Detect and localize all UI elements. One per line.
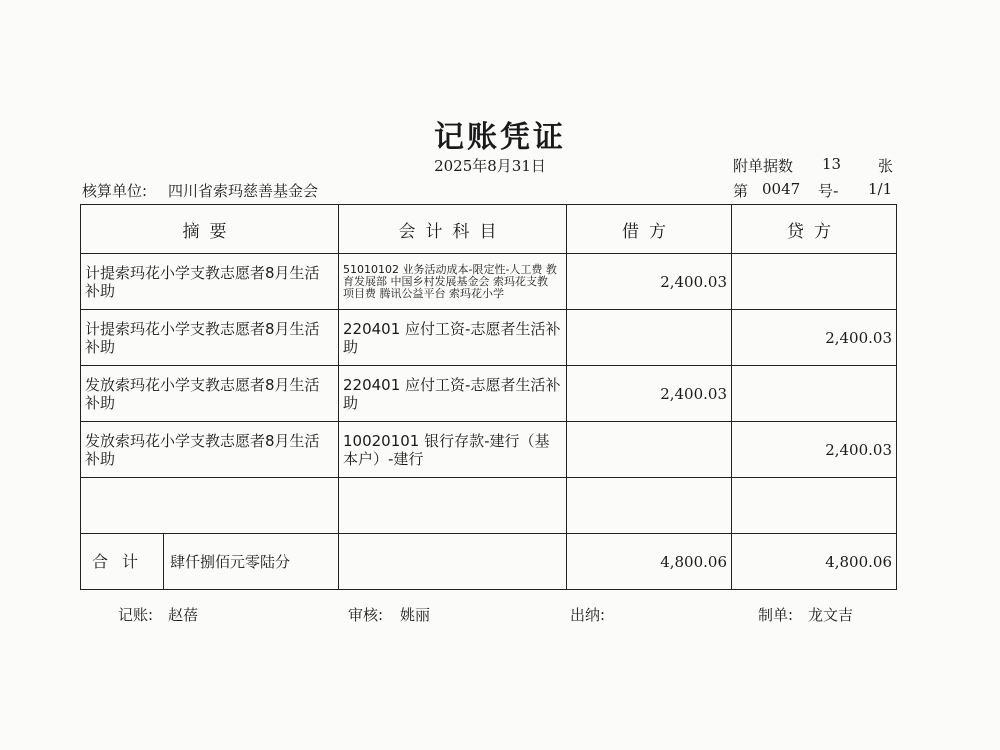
table-row (81, 310, 897, 366)
row-summary: 发放索玛花小学支教志愿者8月生活补助 (81, 366, 339, 422)
header-credit: 贷方 (732, 205, 897, 254)
row-summary: 计提索玛花小学支教志愿者8月生活补助 (81, 310, 339, 366)
table-row (81, 422, 897, 478)
row-account (339, 478, 567, 534)
attachments-count: 13 (822, 155, 842, 173)
bookkeeper-name: 赵蓓 (168, 606, 199, 624)
row-debit (567, 478, 732, 534)
maker-name: 龙文吉 (808, 606, 854, 624)
voucher-table (80, 204, 897, 590)
number-suffix: 号- (818, 182, 839, 200)
row-summary (81, 478, 339, 534)
attachments-unit: 张 (878, 157, 894, 175)
total-credit: 4,800.06 (732, 534, 897, 590)
row-account: 220401 应付工资-志愿者生活补助 (339, 366, 567, 422)
total-label: 合计 (81, 534, 164, 589)
total-amount-words: 肆仟捌佰元零陆分 (170, 553, 291, 571)
org-name: 四川省索玛慈善基金会 (168, 182, 319, 200)
voucher-title: 记账凭证 (434, 120, 566, 155)
total-debit: 4,800.06 (567, 534, 732, 590)
header-debit: 借方 (567, 205, 732, 254)
row-account: 51010102 业务活动成本-限定性-人工费 教育发展部 中国乡村发展基金会 索玛花支教 项目费 腾讯公益平台 索玛花小学 (339, 254, 567, 310)
cashier-label: 出纳: (570, 606, 606, 624)
voucher-number: 0047 (762, 180, 801, 198)
total-cell (81, 534, 339, 590)
row-debit: 2,400.03 (567, 254, 732, 310)
header-account: 会计科目 (339, 205, 567, 254)
row-summary: 计提索玛花小学支教志愿者8月生活补助 (81, 254, 339, 310)
attachments-label: 附单据数 (733, 157, 794, 175)
row-debit (567, 422, 732, 478)
org-label: 核算单位: (82, 182, 148, 200)
total-account-blank (339, 534, 567, 590)
number-prefix: 第 (733, 182, 749, 200)
row-credit (732, 478, 897, 534)
row-summary: 发放索玛花小学支教志愿者8月生活补助 (81, 422, 339, 478)
header-summary: 摘要 (81, 205, 339, 254)
row-credit (732, 366, 897, 422)
table-header (81, 205, 897, 254)
maker-label: 制单: (758, 606, 794, 624)
page-indicator: 1/1 (868, 180, 893, 198)
row-debit (567, 310, 732, 366)
table-row (81, 254, 897, 310)
bookkeeper-label: 记账: (118, 606, 154, 624)
table-row-empty (81, 478, 897, 534)
row-account: 10020101 银行存款-建行（基本户）-建行 (339, 422, 567, 478)
row-credit: 2,400.03 (732, 422, 897, 478)
table-row (81, 366, 897, 422)
row-debit: 2,400.03 (567, 366, 732, 422)
row-account: 220401 应付工资-志愿者生活补助 (339, 310, 567, 366)
voucher-date: 2025年8月31日 (434, 157, 546, 175)
row-credit: 2,400.03 (732, 310, 897, 366)
auditor-label: 审核: (348, 606, 384, 624)
auditor-name: 姚丽 (400, 606, 431, 624)
total-row (81, 534, 897, 590)
row-credit (732, 254, 897, 310)
